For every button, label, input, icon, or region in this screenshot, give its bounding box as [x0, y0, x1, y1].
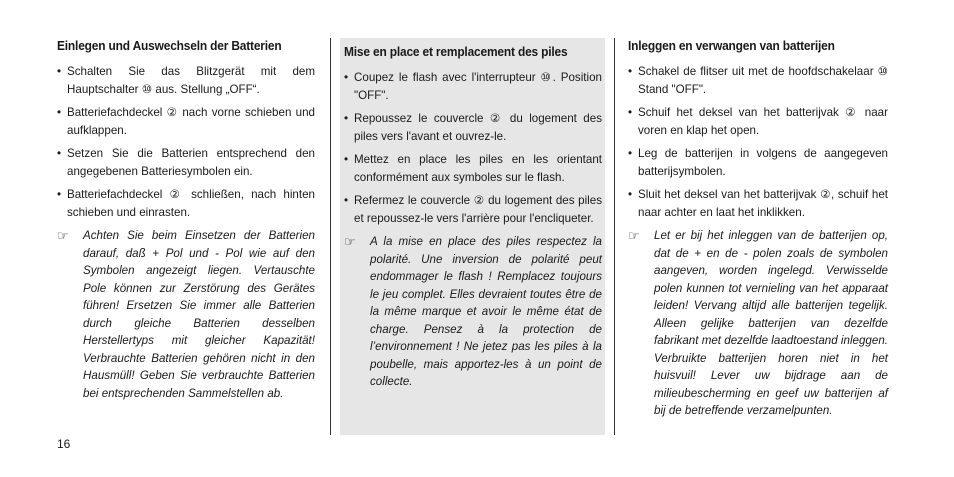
bullet: • — [344, 153, 349, 166]
note-text: Achten Sie beim Einsetzen der Batterien darauf, daß + Pol und - Pol wie auf den Symbolen angezeigt liegen. Vertauschte Pole können zur Zerstörung des Gerätes führen! Ersetzen Sie immer alle Batterien durch gleiche Batterien desselben Herstellertyps mit gleicher Kapazität! Verbrauchte Batterien gehören nicht in den Hausmüll! Geben Sie verbrauchte Batterien bei entsprechenden Sammelstellen ab. — [83, 229, 315, 400]
pointing-hand-icon: ☞ — [344, 234, 356, 249]
list-item: • Sluit het deksel van het batterijvak ②, schuif het naar achter en laat het inklikken. — [628, 188, 888, 219]
section-heading: Inleggen en verwangen van batterijen — [628, 38, 835, 53]
list-item: • Mettez en place les piles en les orientant conformément aux symboles sur le flash. — [344, 153, 602, 184]
warning-note — [344, 233, 602, 391]
list-item: • Refermez le couvercle ② du logement des piles et repoussez-le vers l'arrière pour l'encliqueter. — [344, 194, 602, 225]
warning-note — [57, 227, 315, 402]
column-german — [57, 38, 315, 402]
column-dutch — [628, 38, 888, 420]
section-heading: Mise en place et remplacement des piles — [344, 44, 568, 59]
list-item: • Coupez le flash avec l'interrupteur ⑩. Position "OFF". — [344, 71, 602, 102]
bullet: • — [628, 106, 633, 119]
list-item: • Batteriefachdeckel ② schließen, nach hinten schieben und einrasten. — [57, 188, 315, 219]
bullet: • — [628, 188, 633, 201]
note-text: Let er bij het inleggen van de batterijen op, dat de + en de - polen zoals de symbolen aangeven, worden ingelegd. Verwisselde polen kunnen tot vernieling van het apparaat leiden! Vervang altijd alle batterijen tegelijk. Alleen gelijke batterijen van dezelfde fabrikant met dezelfde laadtoestand inleggen. Verbruikte batterijen horen niet in het huisvuil! Lever uw bijdrage aan de milieubescherming en geef uw batterijen af bij de betreffende verzamelpunten. — [654, 229, 888, 417]
page-number: 16 — [57, 437, 71, 451]
list-item: • Repoussez le couvercle ② du logement des piles vers l'avant et ouvrez-le. — [344, 112, 602, 143]
bullet: • — [628, 65, 633, 78]
bullet: • — [57, 106, 62, 119]
bullet: • — [344, 112, 349, 125]
list-item: • Leg de batterijen in volgens de aangegeven batterijsymbolen. — [628, 147, 888, 178]
instruction-list — [57, 63, 315, 221]
list-item: • Batteriefachdeckel ② nach vorne schieben und aufklappen. — [57, 106, 315, 137]
instruction-list — [344, 69, 602, 227]
column-divider — [614, 38, 615, 435]
bullet: • — [57, 65, 62, 78]
bullet: • — [344, 71, 349, 84]
column-divider — [330, 38, 331, 435]
note-text: A la mise en place des piles respectez la polarité. Une inversion de polarité peut endommager le flash ! Remplacez toujours le jeu complet. Elles devraient toutes être de la même marque et avoir le même état de charge. Pensez à la protection de l’environnement ! Ne jetez pas les piles à la poubelle, mais apportez-les à un point de collecte. — [370, 235, 602, 388]
pointing-hand-icon: ☞ — [57, 228, 69, 243]
warning-note — [628, 227, 888, 420]
list-item: • Setzen Sie die Batterien entsprechend den angegebenen Batteriesymbolen ein. — [57, 147, 315, 178]
pointing-hand-icon: ☞ — [628, 228, 640, 243]
column-french — [340, 38, 605, 435]
list-item: • Schakel de flitser uit met de hoofdschakelaar ⑩ Stand "OFF". — [628, 65, 888, 96]
bullet: • — [57, 188, 62, 201]
bullet: • — [344, 194, 349, 207]
list-item: • Schalten Sie das Blitzgerät mit dem Hauptschalter ⑩ aus. Stellung „OFF“. — [57, 65, 315, 96]
section-heading: Einlegen und Auswechseln der Batterien — [57, 38, 282, 53]
instruction-list — [628, 63, 888, 221]
list-item: • Schuif het deksel van het batterijvak ② naar voren en klap het open. — [628, 106, 888, 137]
bullet: • — [57, 147, 62, 160]
bullet: • — [628, 147, 633, 160]
